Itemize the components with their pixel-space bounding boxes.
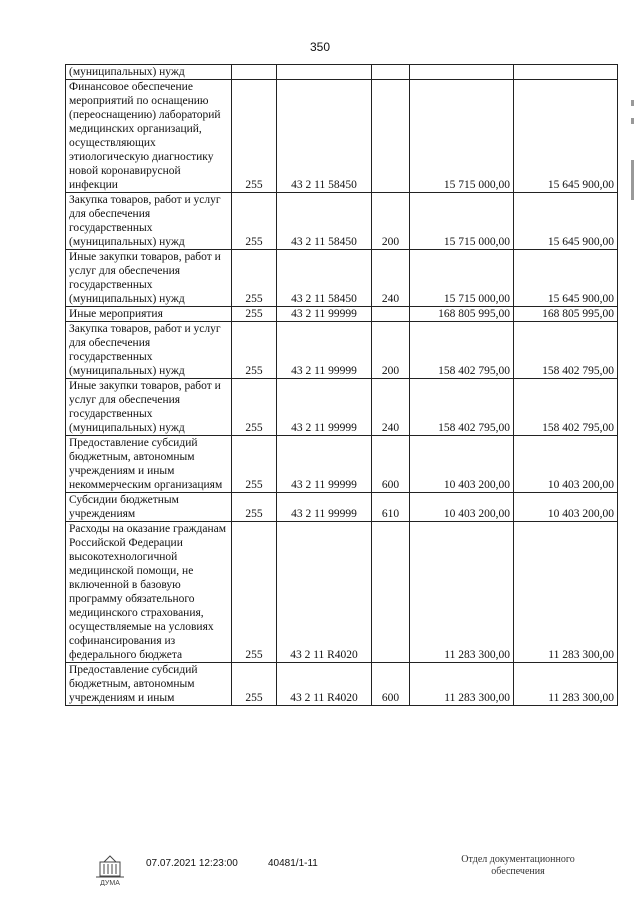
row-code-cell: 255 [232,80,277,193]
row-amount-year2-cell: 10 403 200,00 [514,493,618,522]
logo-text: ДУМА [100,880,120,886]
row-name-cell: Расходы на оказание гражданам Российской Федерации высокотехнологичной медицинской помощи, не включенной в базовую программу обязательного медицинского страхования, осуществляемые на условиях софинансирования из федерального бюджета [66,522,232,663]
row-target-article-cell: 43 2 11 99999 [277,493,372,522]
row-target-article-cell: 43 2 11 99999 [277,307,372,322]
row-amount-year2-cell: 10 403 200,00 [514,436,618,493]
table-row [66,436,618,493]
row-name-cell: Закупка товаров, работ и услуг для обеспечения государственных (муниципальных) нужд [66,322,232,379]
table-row [66,80,618,193]
budget-table [65,64,618,706]
row-expense-type-cell [372,80,410,193]
table-row [66,493,618,522]
row-amount-year1-cell: 15 715 000,00 [410,193,514,250]
row-amount-year2-cell [514,65,618,80]
row-code-cell: 255 [232,493,277,522]
row-target-article-cell: 43 2 11 R4020 [277,522,372,663]
row-code-cell: 255 [232,436,277,493]
row-code-cell: 255 [232,522,277,663]
row-code-cell: 255 [232,307,277,322]
budget-table-body [66,65,618,706]
row-target-article-cell: 43 2 11 58450 [277,80,372,193]
footer-doc-number: 40481/1-11 [268,858,318,869]
row-name-cell: Предоставление субсидий бюджетным, автономным учреждениям и иным [66,663,232,706]
row-code-cell: 255 [232,663,277,706]
table-row [66,379,618,436]
row-amount-year1-cell: 11 283 300,00 [410,663,514,706]
row-target-article-cell: 43 2 11 99999 [277,436,372,493]
row-name-cell: (муниципальных) нужд [66,65,232,80]
row-code-cell: 255 [232,379,277,436]
table-row [66,663,618,706]
row-amount-year1-cell: 168 805 995,00 [410,307,514,322]
row-name-cell: Финансовое обеспечение мероприятий по оснащению (переоснащению) лабораторий медицинских организаций, осуществляющих этиологическую диагностику новой коронавирусной инфекции [66,80,232,193]
row-target-article-cell: 43 2 11 99999 [277,322,372,379]
table-row [66,250,618,307]
row-expense-type-cell [372,65,410,80]
table-row [66,307,618,322]
table-row [66,193,618,250]
table-row [66,522,618,663]
row-amount-year2-cell: 15 645 900,00 [514,80,618,193]
row-expense-type-cell: 600 [372,663,410,706]
footer-datetime: 07.07.2021 12:23:00 [146,858,238,869]
row-amount-year1-cell [410,65,514,80]
row-code-cell: 255 [232,250,277,307]
row-amount-year1-cell: 10 403 200,00 [410,436,514,493]
duma-logo-icon [90,850,130,886]
row-expense-type-cell [372,522,410,663]
page-footer [0,850,640,900]
row-expense-type-cell: 610 [372,493,410,522]
department-stamp [432,854,604,878]
row-expense-type-cell: 200 [372,193,410,250]
row-name-cell: Предоставление субсидий бюджетным, автономным учреждениям и иным некоммерческим организациям [66,436,232,493]
row-amount-year1-cell: 15 715 000,00 [410,80,514,193]
row-amount-year2-cell: 11 283 300,00 [514,522,618,663]
stamp-line-2: обеспечения [491,866,545,877]
table-row [66,65,618,80]
row-name-cell: Закупка товаров, работ и услуг для обеспечения государственных (муниципальных) нужд [66,193,232,250]
row-expense-type-cell: 240 [372,379,410,436]
row-expense-type-cell [372,307,410,322]
row-expense-type-cell: 200 [372,322,410,379]
row-target-article-cell [277,65,372,80]
row-amount-year1-cell: 158 402 795,00 [410,322,514,379]
row-name-cell: Субсидии бюджетным учреждениям [66,493,232,522]
row-amount-year2-cell: 158 402 795,00 [514,379,618,436]
scan-edge-mark [631,160,634,200]
scan-edge-mark [631,118,634,124]
row-name-cell: Иные мероприятия [66,307,232,322]
row-code-cell [232,65,277,80]
row-expense-type-cell: 240 [372,250,410,307]
row-name-cell: Иные закупки товаров, работ и услуг для обеспечения государственных (муниципальных) нужд [66,250,232,307]
row-code-cell: 255 [232,322,277,379]
row-target-article-cell: 43 2 11 58450 [277,250,372,307]
page-number: 350 [309,40,331,54]
row-code-cell: 255 [232,193,277,250]
row-amount-year1-cell: 158 402 795,00 [410,379,514,436]
row-target-article-cell: 43 2 11 99999 [277,379,372,436]
row-amount-year1-cell: 15 715 000,00 [410,250,514,307]
row-amount-year2-cell: 15 645 900,00 [514,250,618,307]
stamp-line-1: Отдел документационного [461,854,575,865]
row-amount-year2-cell: 15 645 900,00 [514,193,618,250]
row-amount-year2-cell: 168 805 995,00 [514,307,618,322]
row-amount-year1-cell: 10 403 200,00 [410,493,514,522]
table-row [66,322,618,379]
row-name-cell: Иные закупки товаров, работ и услуг для обеспечения государственных (муниципальных) нужд [66,379,232,436]
scan-edge-mark [631,100,634,106]
row-target-article-cell: 43 2 11 R4020 [277,663,372,706]
row-expense-type-cell: 600 [372,436,410,493]
row-amount-year2-cell: 11 283 300,00 [514,663,618,706]
row-amount-year1-cell: 11 283 300,00 [410,522,514,663]
row-target-article-cell: 43 2 11 58450 [277,193,372,250]
row-amount-year2-cell: 158 402 795,00 [514,322,618,379]
